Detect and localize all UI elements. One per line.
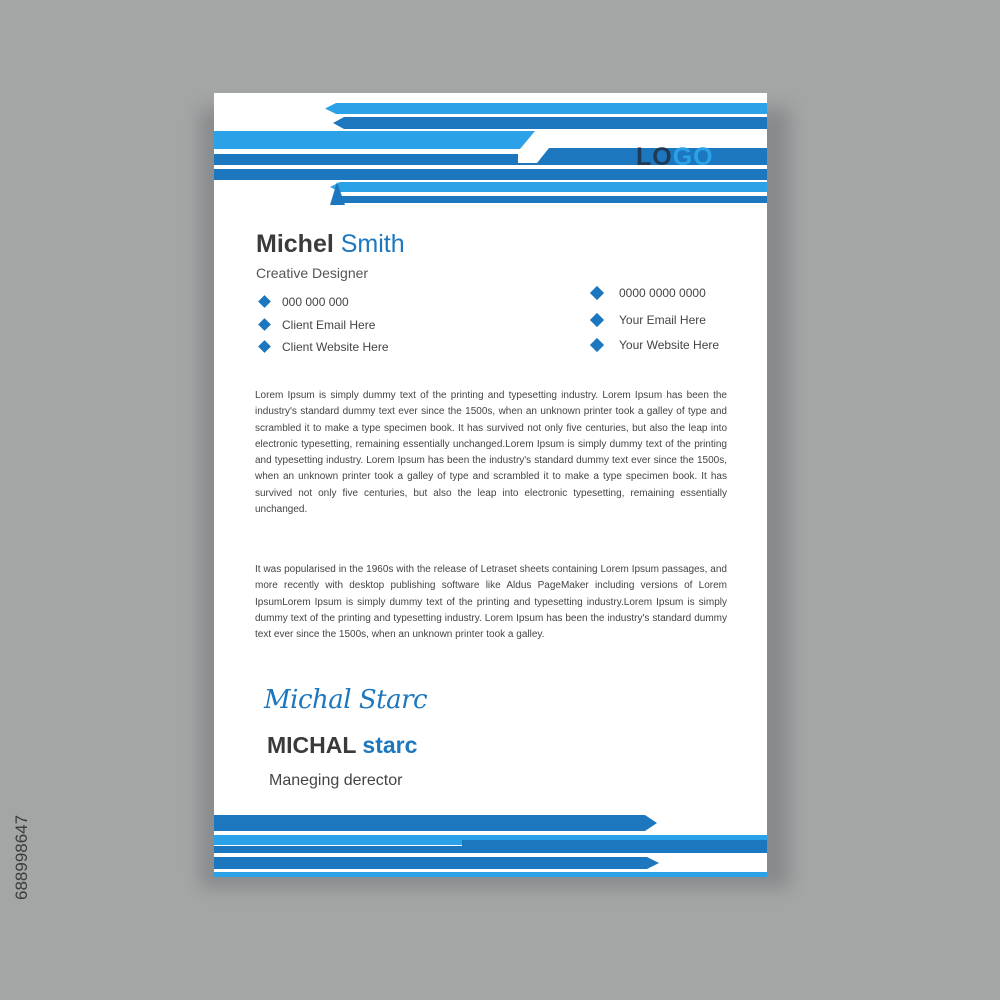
signatory-name: MICHAL starc (267, 732, 418, 758)
contact-website: Client Website Here (260, 340, 389, 355)
letterhead-page (214, 93, 767, 877)
stock-id-vertical-text (8, 740, 34, 900)
diamond-bullet-icon (590, 313, 604, 327)
sender-last-name: Smith (340, 230, 405, 258)
stock-id-text: 688998647 (12, 814, 31, 900)
signatory-title: Maneging derector (269, 772, 403, 789)
contact-phone: 000 000 000 (260, 295, 349, 310)
sender-name (256, 229, 405, 259)
handwritten-signature: Michal Starc (264, 685, 428, 715)
letter-paragraph-2: It was popularised in the 1960s with the release of Letraset sheets containing Lorem Ipsum passages, and more recently with desktop publishing software like Aldus PageMaker including versions of Lorem IpsumLorem Ipsum is simply dummy text of the printing and typesetting industry.Lorem Ipsum is simply dummy text of the printing and typesetting industry. Lorem Ipsum has been the industry's standard dummy text ever since the 1500s, when an unknown printer took a galley. (255, 564, 727, 641)
diamond-bullet-icon (258, 295, 271, 308)
diamond-bullet-icon (258, 340, 271, 353)
letter-paragraph-1: Lorem Ipsum is simply dummy text of the printing and typesetting industry. Lorem Ipsum has been the industry's standard dummy text ever since the 1500s, when an unknown printer took a galley of type and scrambled it to make a type specimen book. It has survived not only five centuries, but also the leap into electronic typesetting, remaining essentially unchanged.Lorem Ipsum is simply dummy text of the printing and typesetting industry. Lorem Ipsum has been the industry's standard dummy text ever since the 1500s, when an unknown printer took a galley of type and scrambled it to make a type specimen book. It has survived not only five centuries, but also the leap into electronic typesetting, remaining essentially unchanged. (255, 390, 727, 516)
company-logo: LOGO (636, 143, 714, 171)
diamond-bullet-icon (258, 318, 271, 331)
sender-first-name: Michel (256, 230, 334, 258)
sender-title: Creative Designer (256, 265, 369, 281)
diamond-bullet-icon (590, 338, 604, 352)
contact-phone: 0000 0000 0000 (592, 286, 706, 301)
diamond-bullet-icon (590, 286, 604, 300)
contact-website: Your Website Here (592, 338, 719, 353)
contact-email: Your Email Here (592, 313, 706, 328)
contact-email: Client Email Here (260, 318, 375, 333)
